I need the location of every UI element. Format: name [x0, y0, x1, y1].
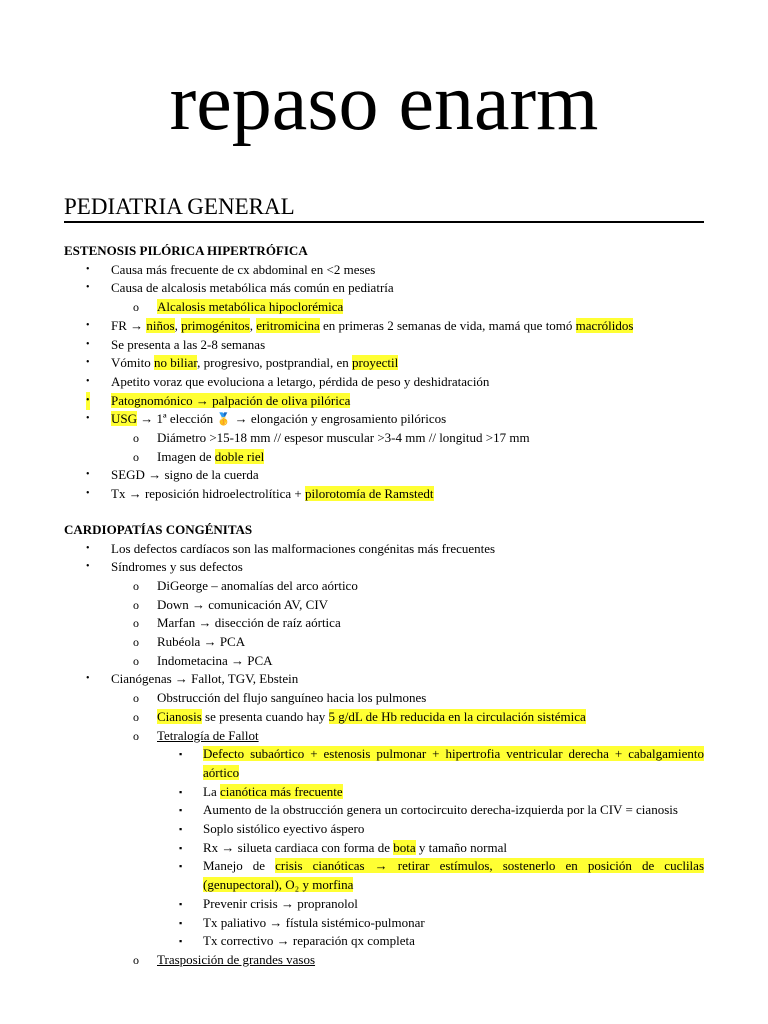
square-bullet-icon: ▪ — [179, 917, 183, 928]
document-title: repaso enarm — [169, 59, 599, 147]
medal-icon: 🥇 — [216, 412, 232, 427]
bullet-icon: • — [86, 319, 90, 331]
list-item: • Cianógenas → Fallot, TGV, Ebstein — [64, 670, 704, 689]
list-item: ▪ Prevenir crisis → propranolol — [64, 895, 704, 914]
bullet-icon: • — [86, 542, 90, 554]
list-item: o Rubéola → PCA — [64, 633, 704, 652]
list-item: o Cianosis se presenta cuando hay 5 g/dL de Hb reducida en la circulación sistémica — [64, 708, 704, 727]
document-body — [64, 242, 704, 970]
list-item: • Apetito voraz que evoluciona a letargo, pérdida de peso y deshidratación — [64, 373, 704, 392]
list-item: ▪ Rx → silueta cardiaca con forma de bota y tamaño normal — [64, 839, 704, 858]
list-item: ▪ Tx paliativo → fístula sistémico-pulmonar — [64, 914, 704, 933]
circle-bullet-icon: o — [133, 952, 139, 967]
list-item: o Tetralogía de Fallot — [64, 727, 704, 746]
list-item: ▪ Aumento de la obstrucción genera un cortocircuito derecha-izquierda por la CIV = cianosis — [64, 801, 704, 820]
circle-bullet-icon: o — [133, 728, 139, 743]
bullet-icon: • — [86, 375, 90, 387]
list-item: • USG → 1ª elección 🥇 → elongación y engrosamiento pilóricos — [64, 410, 704, 429]
bullet-icon: • — [86, 282, 90, 294]
bullet-icon: • — [86, 357, 90, 369]
list-item: • Tx → reposición hidroelectrolítica + pilorotomía de Ramstedt — [64, 485, 704, 504]
list-item: • Vómito no biliar, progresivo, postprandial, en proyectil — [64, 354, 704, 373]
list-item: o Imagen de doble riel — [64, 448, 704, 467]
list-item: o Alcalosis metabólica hipoclorémica — [64, 298, 704, 317]
bullet-icon: • — [86, 561, 90, 573]
list-item: • Patognomónico → palpación de oliva pilórica — [64, 392, 704, 411]
subheading-cardiopatias: CARDIOPATÍAS CONGÉNITAS — [64, 521, 253, 537]
list-item: • Síndromes y sus defectos — [64, 558, 704, 577]
list-item: • FR → niños, primogénitos, eritromicina en primeras 2 semanas de vida, mamá que tomó macrólidos — [64, 317, 704, 336]
square-bullet-icon: ▪ — [179, 805, 183, 816]
circle-bullet-icon: o — [133, 300, 139, 315]
circle-bullet-icon: o — [133, 431, 139, 446]
list-item: o Marfan → disección de raíz aórtica — [64, 614, 704, 633]
circle-bullet-icon: o — [133, 709, 139, 724]
circle-bullet-icon: o — [133, 653, 139, 668]
square-bullet-icon: ▪ — [179, 749, 183, 760]
list-item: o Trasposición de grandes vasos — [64, 951, 704, 970]
list-item: o Diámetro >15-18 mm // espesor muscular >3-4 mm // longitud >17 mm — [64, 429, 704, 448]
list-item: • Causa de alcalosis metabólica más común en pediatría — [64, 279, 704, 298]
circle-bullet-icon: o — [133, 578, 139, 593]
circle-bullet-icon: o — [133, 449, 139, 464]
list-item: o DiGeorge – anomalías del arco aórtico — [64, 577, 704, 596]
list-item: ▪ Manejo de crisis cianóticas → retirar estímulos, sostenerlo en posición de cuclilas (genupectoral), O₂ y morfina — [179, 858, 704, 893]
bullet-icon: • — [86, 488, 90, 500]
list-item: • Los defectos cardíacos son las malformaciones congénitas más frecuentes — [64, 540, 704, 559]
bullet-icon: • — [86, 392, 90, 411]
list-item: ▪ La cianótica más frecuente — [64, 783, 704, 802]
bullet-icon: • — [86, 338, 90, 350]
square-bullet-icon: ▪ — [179, 824, 183, 835]
circle-bullet-icon: o — [133, 597, 139, 612]
circle-bullet-icon: o — [133, 635, 139, 650]
square-bullet-icon: ▪ — [179, 936, 183, 947]
list-item: • Se presenta a las 2-8 semanas — [64, 336, 704, 355]
square-bullet-icon: ▪ — [179, 861, 183, 872]
list-item: o Indometacina → PCA — [64, 652, 704, 671]
square-bullet-icon: ▪ — [179, 898, 183, 909]
list-item: • Causa más frecuente de cx abdominal en <2 meses — [64, 261, 704, 280]
square-bullet-icon: ▪ — [179, 786, 183, 797]
section-heading: PEDIATRIA GENERAL — [64, 193, 704, 223]
bullet-icon: • — [86, 469, 90, 481]
list-item: ▪ Soplo sistólico eyectivo áspero — [64, 820, 704, 839]
list-item: o Down → comunicación AV, CIV — [64, 596, 704, 615]
list-item: ▪ Defecto subaórtico + estenosis pulmonar + hipertrofia ventricular derecha + cabalgamiento aórtico — [179, 746, 704, 780]
square-bullet-icon: ▪ — [179, 842, 183, 853]
bullet-icon: • — [86, 263, 90, 275]
bullet-icon: • — [86, 413, 90, 425]
list-item: o Obstrucción del flujo sanguíneo hacia los pulmones — [64, 689, 704, 708]
circle-bullet-icon: o — [133, 691, 139, 706]
bullet-icon: • — [86, 673, 90, 685]
subheading-estenosis: ESTENOSIS PILÓRICA HIPERTRÓFICA — [64, 243, 308, 258]
circle-bullet-icon: o — [133, 616, 139, 631]
list-item: • SEGD → signo de la cuerda — [64, 466, 704, 485]
list-item: ▪ Tx correctivo → reparación qx completa — [64, 932, 704, 951]
